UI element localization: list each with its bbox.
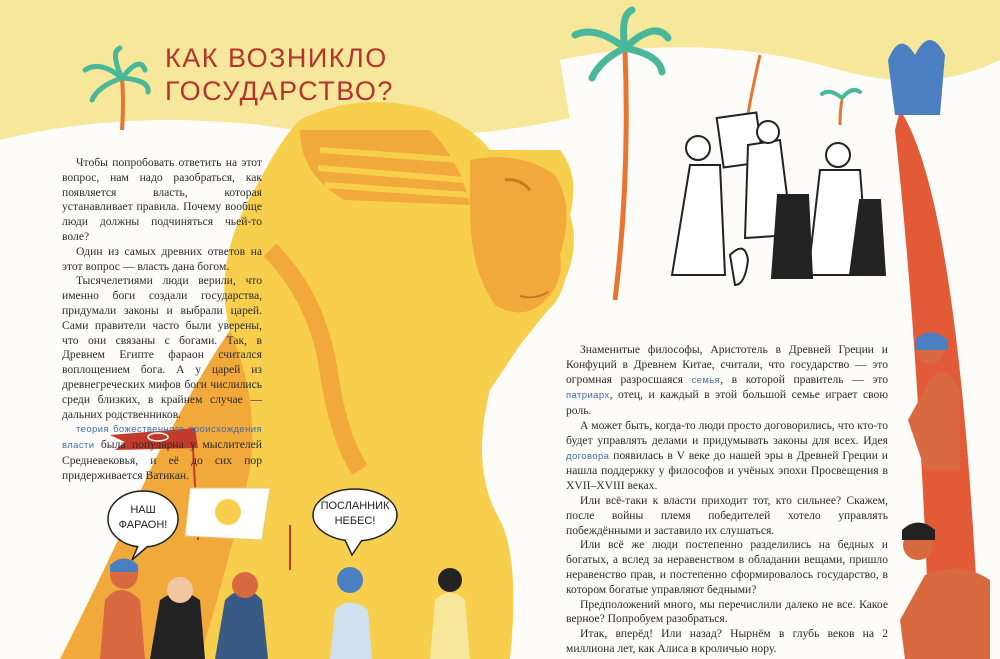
term-patriarch: патриарх (566, 390, 610, 402)
paragraph (566, 419, 888, 494)
right-text-column (566, 343, 888, 657)
paragraph (566, 343, 888, 419)
paragraph (62, 422, 262, 483)
paragraph-text: А может быть, когда-то люди просто договорились, что кто-то будет управлять делами и придумывать законы для всех. Идея (566, 418, 888, 447)
title-line-1: КАК ВОЗНИКЛО (165, 43, 388, 73)
paragraph: Итак, вперёд! Или назад? Нырнём в глубь веков на 2 миллиона лет, как Алиса в кроличью нору. (566, 627, 888, 655)
paragraph-text: была популярна у мыслителей Средневековья, и её до сих пор придерживается Ватикан. (62, 438, 262, 482)
paragraph: Или всё же люди постепенно разделились на бедных и богатых, а вслед за неравенством в обладании вещами, пришло неравенство прав, и постепенно сформировалось государство, в котором богатые управляют бедными? (566, 538, 888, 596)
paragraph-text: , в которой правитель — это (720, 372, 889, 386)
page-title (165, 42, 425, 108)
paragraph: Или всё-таки к власти приходит тот, кто сильнее? Скажем, после войны племя победителей хотело управлять побеждёнными и заставило их слушаться. (566, 493, 888, 537)
bubble-left-line1: НАШ (130, 504, 156, 516)
term-divine-origin: теория божественного происхождения власти (62, 424, 262, 452)
title-line-2: ГОСУДАРСТВО? (165, 76, 394, 106)
term-family: семья (691, 374, 721, 386)
paragraph-text: Знаменитые философы, Аристотель в Древней Греции и Конфуций в Древнем Китае, считали, что государство — это огромная разросшаяся (566, 343, 888, 386)
paragraph: Чтобы попробовать ответить на этот вопрос, нам надо разобраться, как появляется власть, которая устанавливает правила. Почему вообще люди должны подчиняться чьей-то воле? (62, 156, 262, 243)
paragraph: Тысячелетиями люди верили, что именно боги создали государства, придумали законы и выбрали царей. Сами правители часто были уверены, что они связаны с богами. Так, в Древнем Египте фараон считался воплощением бога. А у царей из древнегреческих мифов боги числились среди близких, в крайнем случае — дальних родственников. (62, 274, 262, 421)
paragraph: Предположений много, мы перечислили далеко не все. Какое верное? Попробуем разобраться. (566, 597, 888, 626)
paragraph-text: , отец, и каждый в этой большой семье играет свою роль. (566, 388, 888, 418)
left-text-column (62, 156, 262, 484)
term-contract: договора (566, 450, 610, 462)
paragraph-text: появилась в V веке до нашей эры в Древней Греции и нашла поддержку у философов и учёных эпохи Просвещения в XVII–XVIII веках. (566, 448, 889, 493)
paragraph: Один из самых древних ответов на этот вопрос — власть дана богом. (62, 244, 262, 273)
bubble-right-line2: НЕБЕС! (334, 515, 376, 527)
palm-tree-icon (85, 48, 148, 130)
bubble-right-line1: ПОСЛАННИК (320, 500, 390, 512)
bubble-left-line2: ФАРАОН! (118, 519, 168, 531)
